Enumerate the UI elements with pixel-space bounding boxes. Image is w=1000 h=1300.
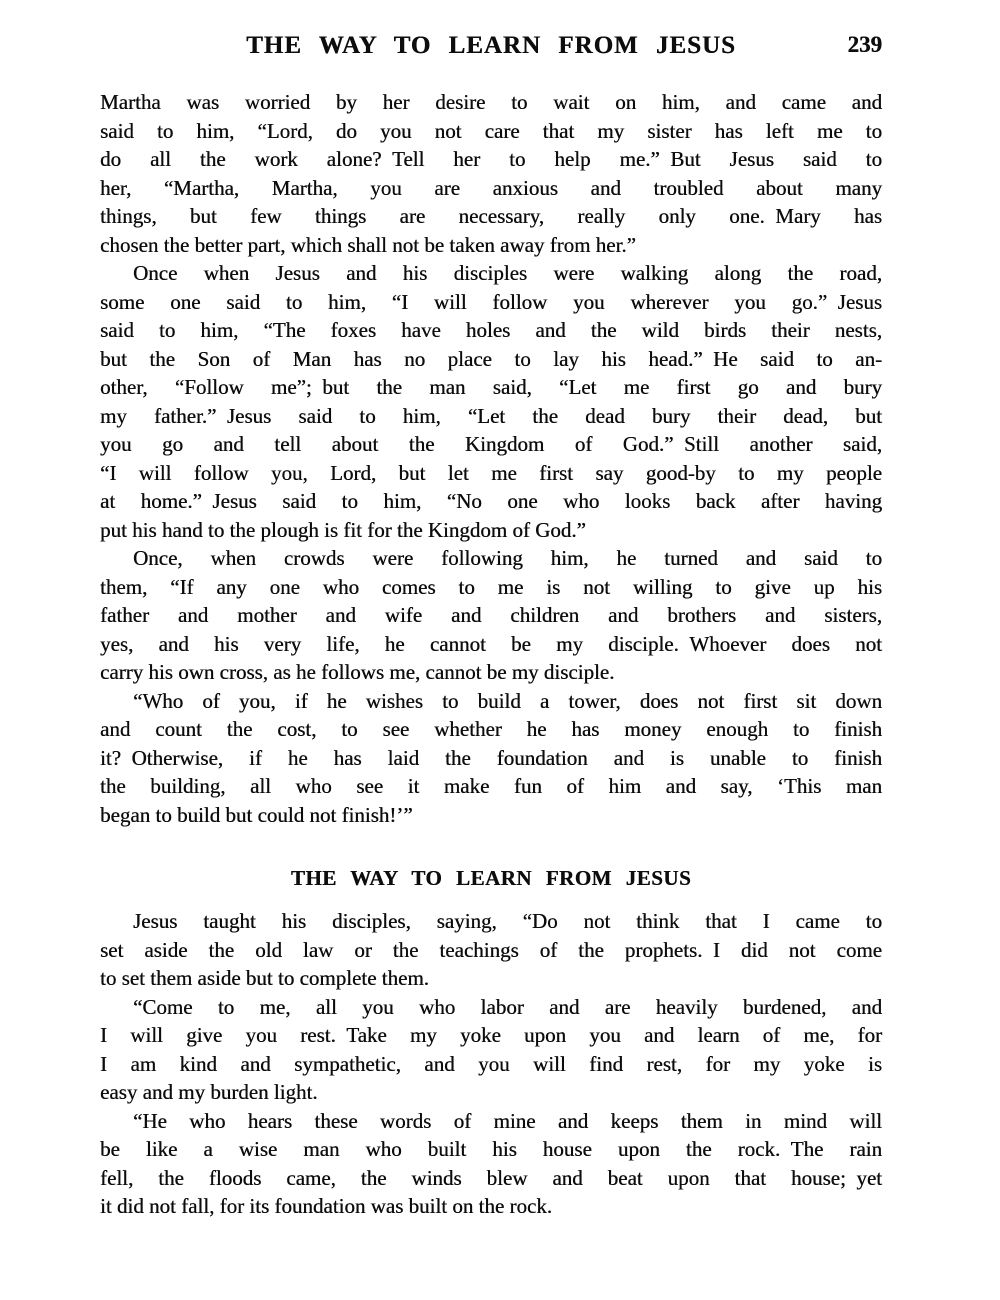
- paragraph: [100, 1107, 882, 1221]
- text-line: to set them aside but to complete them.: [100, 966, 429, 990]
- paragraph: [100, 259, 882, 544]
- text-line: said to him, “The foxes have holes and the wild birds their nests,: [100, 318, 882, 342]
- text-line: yes, and his very life, he cannot be my disciple. Whoever does not: [100, 631, 882, 656]
- text-line: the building, all who see it make fun of him and say, ‘This man: [100, 774, 882, 798]
- text-line: them, “If any one who comes to me is not willing to give up his: [100, 574, 882, 599]
- text-line: things, but few things are necessary, really only one. Mary has: [100, 204, 882, 228]
- page-header: [100, 32, 882, 62]
- text-line: carry his own cross, as he follows me, cannot be my disciple.: [100, 660, 615, 684]
- text-line: my father.” Jesus said to him, “Let the dead bury their dead, but: [100, 403, 882, 428]
- running-title: THE WAY TO LEARN FROM JESUS: [246, 32, 736, 59]
- text-line: “Come to me, all you who labor and are heavily burdened, and: [133, 994, 882, 1019]
- text-line: said to him, “Lord, do you not care that my sister has left me to: [100, 118, 882, 143]
- text-line: be like a wise man who built his house upon the rock. The rain: [100, 1137, 882, 1161]
- text-line: some one said to him, “I will follow you wherever you go.” Jesus: [100, 289, 882, 314]
- section-heading: THE WAY TO LEARN FROM JESUS: [290, 866, 692, 890]
- paragraph: [100, 907, 882, 993]
- paragraph: [100, 993, 882, 1107]
- text-line: Martha was worried by her desire to wait on him, and came and: [100, 90, 882, 114]
- text-line: Jesus taught his disciples, saying, “Do not think that I came to: [133, 909, 882, 933]
- paragraph: [100, 687, 882, 830]
- text-line: “Who of you, if he wishes to build a tower, does not first sit down: [133, 688, 882, 713]
- text-line: fell, the floods came, the winds blew and beat upon that house; yet: [100, 1165, 882, 1190]
- text-line: began to build but could not finish!’”: [100, 802, 413, 827]
- paragraph: [100, 544, 882, 687]
- text-line: set aside the old law or the teachings of the prophets. I did not come: [100, 937, 882, 962]
- text-line: chosen the better part, which shall not be taken away from her.”: [100, 232, 636, 257]
- text-line: easy and my burden light.: [100, 1080, 318, 1104]
- text-line: but the Son of Man has no place to lay his head.” He said to an-: [100, 346, 882, 371]
- text-line: I will give you rest. Take my yoke upon you and learn of me, for: [100, 1023, 882, 1047]
- text-line: “He who hears these words of mine and keeps them in mind will: [133, 1108, 882, 1133]
- text-line: you go and tell about the Kingdom of God.” Still another said,: [100, 432, 882, 456]
- text-line: Once, when crowds were following him, he turned and said to: [133, 546, 882, 570]
- text-line: I am kind and sympathetic, and you will find rest, for my yoke is: [100, 1051, 882, 1076]
- text-line: Once when Jesus and his disciples were walking along the road,: [133, 261, 882, 285]
- text-line: “I will follow you, Lord, but let me first say good-by to my people: [100, 460, 882, 485]
- text-line: put his hand to the plough is fit for the Kingdom of God.”: [100, 517, 586, 542]
- text-line: it did not fall, for its foundation was built on the rock.: [100, 1194, 553, 1218]
- text-line: it? Otherwise, if he has laid the foundation and is unable to finish: [100, 745, 882, 770]
- text-line: her, “Martha, Martha, you are anxious and troubled about many: [100, 175, 882, 200]
- text-line: father and mother and wife and children and brothers and sisters,: [100, 603, 882, 627]
- page-body: [100, 88, 882, 1221]
- text-line: other, “Follow me”; but the man said, “Let me first go and bury: [100, 375, 882, 399]
- text-line: do all the work alone? Tell her to help me.” But Jesus said to: [100, 147, 882, 171]
- paragraph: [100, 88, 882, 259]
- page-number: 239: [847, 32, 882, 57]
- text-line: at home.” Jesus said to him, “No one who looks back after having: [100, 489, 882, 513]
- text-line: and count the cost, to see whether he has money enough to finish: [100, 717, 882, 741]
